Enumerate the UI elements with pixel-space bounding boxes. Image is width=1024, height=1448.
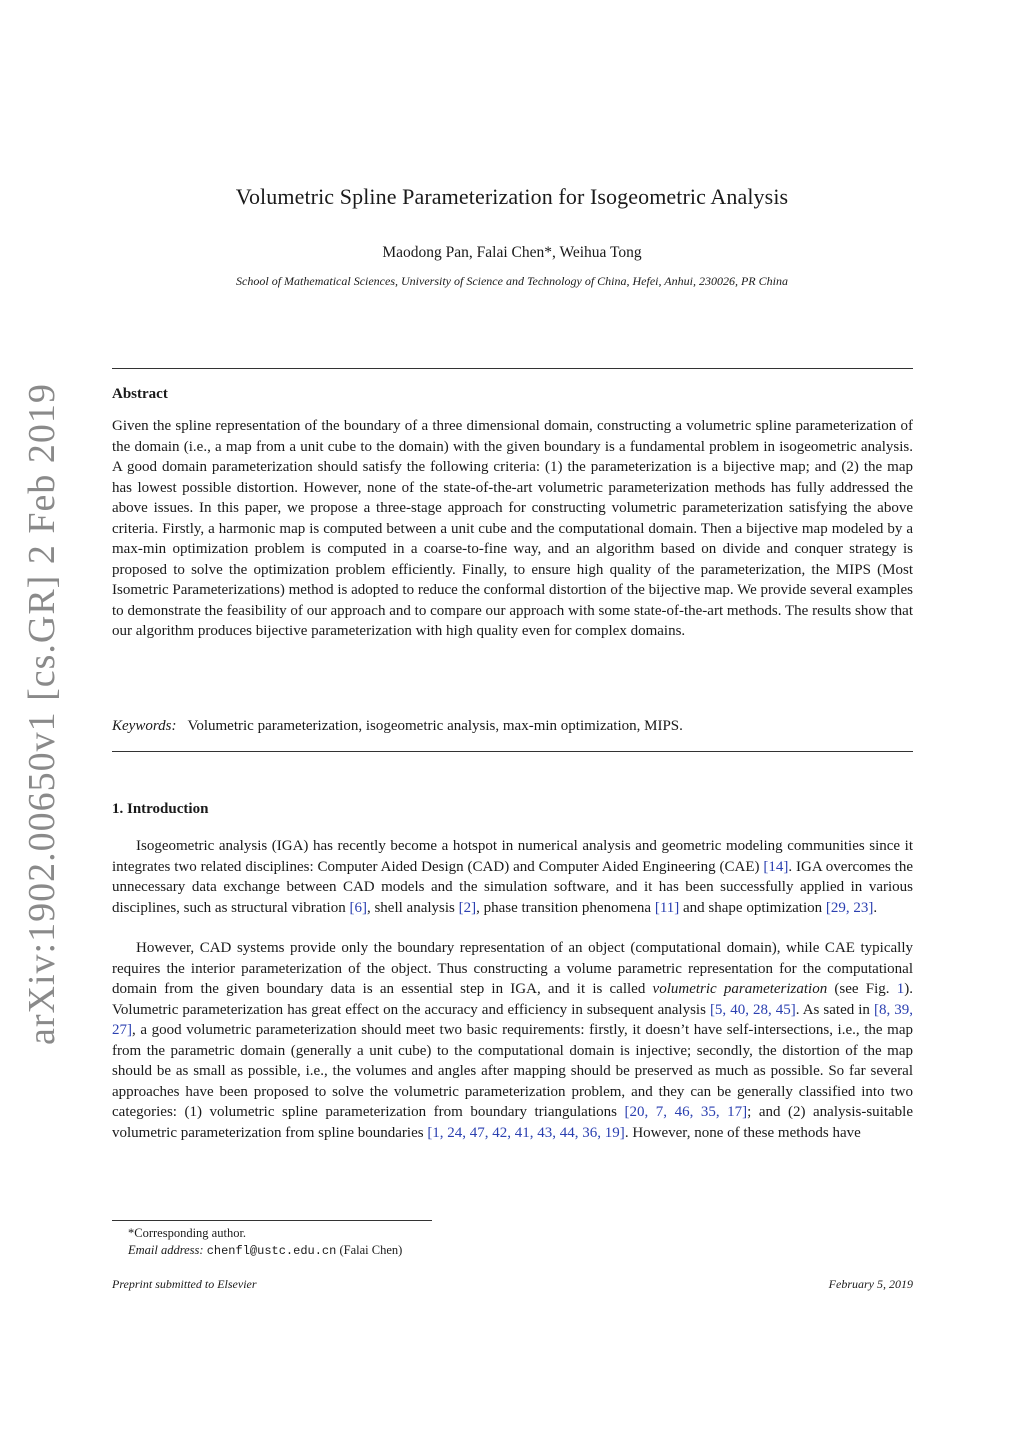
text-run: (see Fig. <box>827 981 897 997</box>
intro-paragraph-2 <box>112 938 913 1143</box>
text-run: ; and (2) analysis-suitable volumetric parameterization from spline boundaries <box>112 1104 913 1141</box>
keywords-text: Volumetric parameterization, isogeometric analysis, max-min optimization, MIPS. <box>187 718 683 734</box>
email-address[interactable]: chenfl@ustc.edu.cn <box>206 1244 337 1258</box>
text-run: , shell analysis <box>366 899 459 916</box>
keywords-line <box>112 716 913 737</box>
citation-link[interactable]: [6] <box>349 899 367 916</box>
section-heading-introduction: 1. Introduction <box>112 801 209 817</box>
abstract-text: Given the spline representation of the boundary of a three dimensional domain, constructing a volumetric spline parameterization of the domain (i.e., a map from a unit cube to the domain) with the given boundary is a fundamental problem in isogeometric analysis. A good domain parameterization should satisfy the following criteria: (1) the parameterization is a bijective map; and (2) the map has lowest possible distortion. However, none of the state-of-the-art volumetric parameterization methods has fully addressed the above issues. In this paper, we propose a three-stage approach for constructing volumetric parameterization satisfying the above criteria. Firstly, a harmonic map is computed between a unit cube and the computational domain. Then a bijective map modeled by a max-min optimization problem is computed in a coarse-to-fine way, and an algorithm based on divide and conquer strategy is proposed to solve the optimization problem efficiently. Finally, to ensure high quality of the parameterization, the MIPS (Most Isometric Parameterizations) method is adopted to reduce the conformal distortion of the bijective map. We provide several examples to demonstrate the feasibility of our approach and to compare our approach with some state-of-the-art methods. The results show that our algorithm produces bijective parameterization with high quality even for complex domains. <box>112 418 913 639</box>
citation-link[interactable]: [5, 40, 28, 45] <box>709 1001 796 1018</box>
text-run: However, CAD systems provide only the boundary representation of an object (computational domain), while CAE typically requires the interior parameterization of the object. Thus constructing a volume parametric representation for the computational domain from the given boundary data is an essential step in IGA, and it is called <box>112 940 913 997</box>
text-run: . <box>873 899 878 916</box>
citation-link[interactable]: [1, 24, 47, 42, 41, 43, 44, 36, 19] <box>427 1124 625 1141</box>
text-run: , phase transition phenomena <box>476 899 655 916</box>
figure-link[interactable]: 1 <box>896 981 905 997</box>
text-run: , a good volumetric parameterization should meet two basic requirements: firstly, it doesn’t have self-intersections, i.e., the map from the parametric domain (generally a unit cube) to the computational domain is injective; secondly, the distortion of the map should be as small as possible, i.e., the volumes and angles after mapping should be preserved as much as possible. So far several approaches have been proposed to solve the volumetric parameterization problem, and they can be generally classified into two categories: (1) volumetric spline parameterization from boundary triangulations <box>112 1022 913 1120</box>
email-label: Email address: <box>128 1243 204 1257</box>
arxiv-id: arXiv:1902.00650v1 [cs.GR] 2 Feb 2019 <box>21 383 63 1045</box>
citation-link[interactable]: [11] <box>654 899 680 916</box>
text-run: Isogeometric analysis (IGA) has recently become a hotspot in numerical analysis and geometric modeling communities since it integrates two related disciplines: Computer Aided Design (CAD) and Computer Aided Engineering (CAE) <box>112 838 913 875</box>
footnote-email <box>128 1243 402 1258</box>
email-owner: (Falai Chen) <box>339 1243 403 1257</box>
citation-link[interactable]: [8, 39, 27] <box>112 1001 913 1038</box>
citation-link[interactable]: [20, 7, 46, 35, 17] <box>624 1104 748 1120</box>
keywords-label: Keywords: <box>112 718 177 734</box>
text-run: ). Volumetric parameterization has great effect on the accuracy and efficiency in subsequent analysis <box>112 981 913 1018</box>
emphasis-text: volumetric parameterization <box>652 981 828 997</box>
arxiv-sidebar-stamp <box>20 383 64 1045</box>
footnote-rule <box>112 1220 432 1221</box>
text-run: . However, none of these methods have <box>624 1124 861 1141</box>
preprint-date: February 5, 2019 <box>828 1277 913 1291</box>
citation-link[interactable]: [2] <box>458 899 477 916</box>
paper-affiliation: School of Mathematical Sciences, University of Science and Technology of China, Hefei, Anhui, 230026, PR China <box>236 274 788 288</box>
preprint-note: Preprint submitted to Elsevier <box>112 1277 257 1291</box>
text-run: . As sated in <box>795 1001 874 1018</box>
paper-authors: Maodong Pan, Falai Chen*, Weihua Tong <box>382 244 642 261</box>
citation-link[interactable]: [29, 23] <box>825 899 874 916</box>
text-run: and shape optimization <box>679 899 826 916</box>
citation-link[interactable]: [14] <box>763 858 789 875</box>
abstract-top-rule <box>112 368 913 369</box>
abstract-bottom-rule <box>112 751 913 752</box>
text-run: . IGA overcomes the unnecessary data exchange between CAD models and the simulation software, and it has been successfully applied in various disciplines, such as structural vibration <box>112 858 913 916</box>
intro-paragraph-1 <box>112 836 913 918</box>
footnote-corresponding: *Corresponding author. <box>128 1226 247 1240</box>
paper-title: Volumetric Spline Parameterization for Isogeometric Analysis <box>235 184 789 209</box>
abstract-heading: Abstract <box>112 386 168 402</box>
